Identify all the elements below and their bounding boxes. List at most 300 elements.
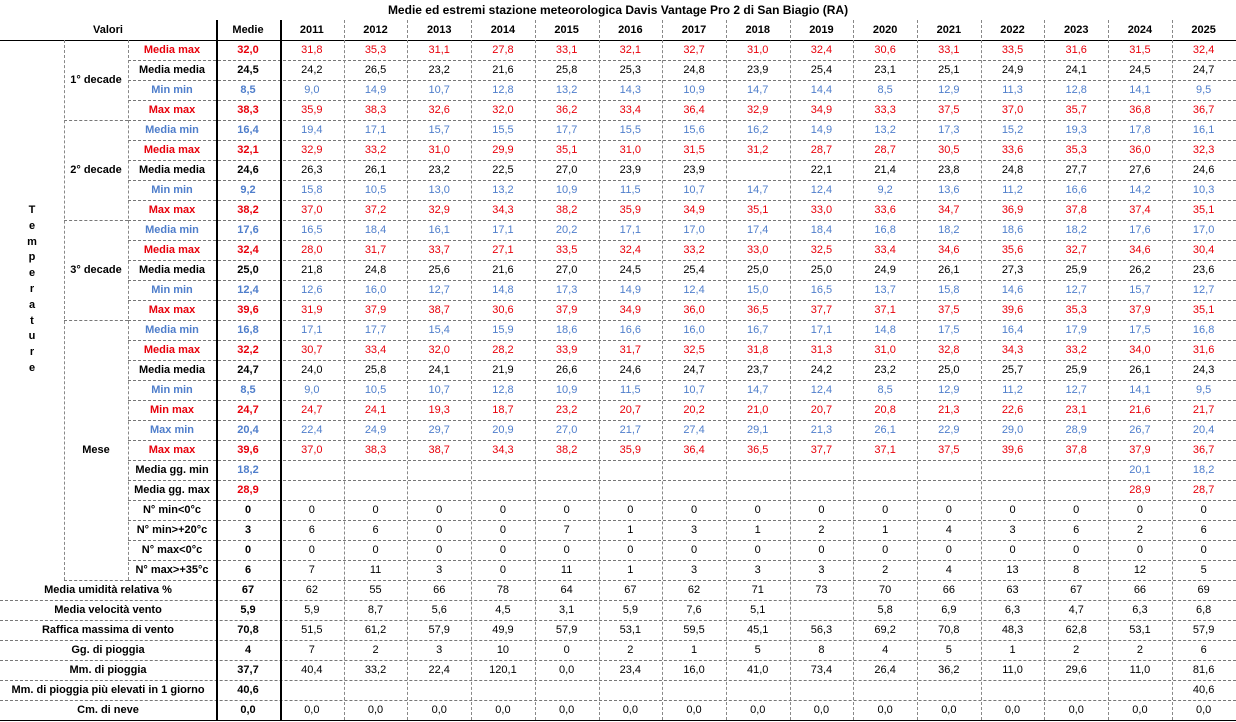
row-year-value: 62 bbox=[305, 584, 318, 596]
year-column-divider bbox=[726, 20, 727, 720]
row-year-value: 62 bbox=[687, 584, 701, 596]
row-year-value: 28,7 bbox=[1192, 484, 1215, 496]
row-year-value: 55 bbox=[369, 584, 382, 596]
row-year-value: 17,6 bbox=[1129, 224, 1151, 236]
row-year-value bbox=[917, 460, 981, 480]
row-label: Media umidità relativa % bbox=[44, 584, 172, 596]
row-year-value: 15,5 bbox=[492, 124, 514, 136]
row-year-value: 49,9 bbox=[492, 624, 514, 636]
row-year-value: 24,7 bbox=[301, 404, 323, 416]
row-year-value: 0 bbox=[1073, 504, 1080, 516]
row-year-value: 33,5 bbox=[1001, 44, 1024, 56]
side-label-letter: t bbox=[30, 314, 34, 327]
row-year-value: 24,6 bbox=[1192, 164, 1215, 176]
row-year-value: 17,1 bbox=[364, 124, 387, 136]
row-year-value: 33,6 bbox=[874, 204, 896, 216]
row-year-value: 6 bbox=[1200, 524, 1207, 536]
row-year-value: 120,1 bbox=[489, 664, 517, 676]
row-medie-value: 20,4 bbox=[237, 424, 259, 436]
row-year-value bbox=[853, 460, 917, 480]
row-year-value: 0 bbox=[372, 544, 379, 556]
row-year-value: 37,1 bbox=[874, 444, 896, 456]
row-medie-value: 25,0 bbox=[237, 264, 259, 276]
row-year-value bbox=[471, 480, 535, 500]
row-year-value: 16,0 bbox=[683, 324, 705, 336]
row-year-value: 31,7 bbox=[619, 344, 642, 356]
row-year-value: 34,9 bbox=[683, 204, 705, 216]
row-label: Media max bbox=[143, 44, 201, 56]
row-year-value: 35,1 bbox=[747, 204, 769, 216]
header-year: 2023 bbox=[1063, 24, 1089, 36]
row-year-value: 0,0 bbox=[750, 704, 766, 716]
row-year-value bbox=[344, 480, 408, 500]
year-column-divider bbox=[1044, 20, 1045, 720]
row-year-value: 4,7 bbox=[1068, 604, 1084, 616]
row-medie-value: 37,7 bbox=[237, 664, 259, 676]
row-year-value: 34,0 bbox=[1129, 344, 1151, 356]
header-year: 2024 bbox=[1127, 24, 1153, 36]
row-year-value: 35,1 bbox=[555, 144, 578, 156]
row-year-value: 24,9 bbox=[874, 264, 896, 276]
row-year-value: 27,1 bbox=[492, 244, 514, 256]
row-year-value: 17,4 bbox=[747, 224, 769, 236]
row-year-value: 32,7 bbox=[683, 44, 705, 56]
row-year-value: 33,4 bbox=[619, 104, 642, 116]
row-year-value: 14,7 bbox=[747, 384, 769, 396]
row-year-value: 21,0 bbox=[747, 404, 769, 416]
row-year-value: 28,0 bbox=[301, 244, 323, 256]
row-year-value bbox=[917, 680, 981, 700]
year-column-divider bbox=[981, 20, 982, 720]
year-column-divider bbox=[662, 20, 663, 720]
row-year-value: 34,3 bbox=[492, 204, 514, 216]
row-year-value: 41,0 bbox=[747, 664, 769, 676]
row-year-value: 22,4 bbox=[301, 424, 323, 436]
row-year-value: 10,7 bbox=[683, 384, 705, 396]
row-year-value bbox=[599, 480, 663, 500]
row-year-value: 67 bbox=[624, 584, 637, 596]
header-year: 2017 bbox=[681, 24, 707, 36]
row-year-value: 23,6 bbox=[1192, 264, 1215, 276]
row-year-value: 31,0 bbox=[619, 144, 642, 156]
row-year-value: 25,0 bbox=[938, 364, 960, 376]
row-year-value: 0 bbox=[436, 544, 443, 556]
row-medie-value: 32,2 bbox=[237, 344, 259, 356]
row-year-value bbox=[790, 600, 854, 620]
row-year-value: 21,3 bbox=[938, 404, 960, 416]
row-year-value: 1 bbox=[690, 644, 698, 656]
row-year-value: 24,5 bbox=[1129, 64, 1151, 76]
row-year-value: 0,0 bbox=[431, 704, 447, 716]
row-year-value: 12,9 bbox=[938, 384, 960, 396]
row-year-value bbox=[726, 480, 790, 500]
row-year-value bbox=[790, 460, 854, 480]
row-medie-value: 32,4 bbox=[237, 244, 259, 256]
row-year-value: 14,9 bbox=[364, 84, 387, 96]
row-year-value: 12,8 bbox=[1065, 84, 1087, 96]
row-medie-value: 8,5 bbox=[240, 84, 256, 96]
row-year-value: 8,5 bbox=[877, 384, 893, 396]
row-year-value bbox=[1044, 680, 1108, 700]
row-year-value: 17,1 bbox=[810, 324, 833, 336]
row-label: Max max bbox=[148, 204, 196, 216]
row-year-value: 15,8 bbox=[301, 184, 323, 196]
row-year-value: 35,3 bbox=[364, 44, 387, 56]
row-year-value: 22,6 bbox=[1001, 404, 1024, 416]
row-year-value: 14,4 bbox=[810, 84, 833, 96]
row-year-value: 28,9 bbox=[1065, 424, 1087, 436]
row-year-value: 6,3 bbox=[1132, 604, 1148, 616]
row-year-value: 23,2 bbox=[555, 404, 578, 416]
row-year-value: 36,5 bbox=[747, 304, 769, 316]
row-year-value: 6,3 bbox=[1004, 604, 1021, 616]
row-year-value bbox=[790, 480, 854, 500]
row-year-value: 23,9 bbox=[619, 164, 642, 176]
row-year-value: 31,8 bbox=[747, 344, 769, 356]
row-medie-value: 5,9 bbox=[240, 604, 256, 616]
row-year-value: 0 bbox=[818, 544, 825, 556]
row-year-value: 0 bbox=[818, 504, 825, 516]
medie-column-border bbox=[216, 20, 218, 720]
row-year-value: 24,1 bbox=[1065, 64, 1087, 76]
row-year-value: 0 bbox=[1073, 544, 1080, 556]
row-year-value: 26,5 bbox=[364, 64, 387, 76]
row-year-value: 35,3 bbox=[1065, 144, 1087, 156]
row-year-value: 5,8 bbox=[877, 604, 893, 616]
row-year-value: 33,9 bbox=[555, 344, 578, 356]
row-year-value: 0 bbox=[1136, 544, 1143, 556]
row-year-value: 16,4 bbox=[1001, 324, 1024, 336]
row-year-value: 31,6 bbox=[1192, 344, 1215, 356]
row-year-value: 73,4 bbox=[810, 664, 833, 676]
header-year: 2013 bbox=[426, 24, 452, 36]
row-year-value: 8 bbox=[818, 644, 825, 656]
row-year-value: 0 bbox=[945, 504, 952, 516]
row-year-value bbox=[280, 460, 344, 480]
row-year-value: 0 bbox=[499, 544, 506, 556]
row-year-value: 6,9 bbox=[941, 604, 957, 616]
row-label: Raffica massima di vento bbox=[41, 624, 175, 636]
row-medie-value: 6 bbox=[244, 564, 252, 576]
row-year-value: 25,7 bbox=[1001, 364, 1024, 376]
row-year-value: 17,9 bbox=[1065, 324, 1087, 336]
row-year-value: 3 bbox=[436, 564, 443, 576]
row-year-value: 29,6 bbox=[1065, 664, 1087, 676]
data-table bbox=[0, 20, 1236, 720]
row-year-value: 40,4 bbox=[301, 664, 323, 676]
row-year-value: 37,9 bbox=[555, 304, 578, 316]
row-label: Max max bbox=[148, 104, 196, 116]
row-year-value: 6,8 bbox=[1195, 604, 1212, 616]
row-year-value: 19,3 bbox=[428, 404, 450, 416]
row-medie-value: 0,0 bbox=[240, 704, 256, 716]
row-year-value: 12 bbox=[1133, 564, 1147, 576]
row-year-value: 37,0 bbox=[301, 444, 323, 456]
row-year-value: 33,4 bbox=[874, 244, 896, 256]
column-divider bbox=[128, 40, 129, 580]
row-year-value: 39,6 bbox=[1001, 444, 1024, 456]
row-medie-value: 38,3 bbox=[237, 104, 259, 116]
row-label: Min min bbox=[151, 184, 193, 196]
row-year-value: 57,9 bbox=[428, 624, 450, 636]
row-year-value bbox=[407, 680, 471, 700]
row-medie-value: 8,5 bbox=[240, 384, 256, 396]
row-year-value: 16,6 bbox=[1065, 184, 1087, 196]
row-year-value: 33,7 bbox=[428, 244, 450, 256]
row-year-value bbox=[535, 680, 599, 700]
row-medie-value: 32,1 bbox=[237, 144, 259, 156]
row-year-value: 31,0 bbox=[747, 44, 769, 56]
row-year-value: 18,4 bbox=[810, 224, 833, 236]
row-year-value: 14,1 bbox=[1129, 84, 1151, 96]
row-label: Min max bbox=[149, 404, 194, 416]
row-label: Media max bbox=[143, 244, 201, 256]
row-year-value: 20,4 bbox=[1192, 424, 1215, 436]
year-column-divider bbox=[1172, 20, 1173, 720]
row-year-value: 24,0 bbox=[301, 364, 323, 376]
row-year-value: 0 bbox=[1136, 504, 1143, 516]
row-year-value bbox=[344, 460, 408, 480]
row-year-value bbox=[1044, 460, 1108, 480]
row-year-value: 31,5 bbox=[1129, 44, 1151, 56]
row-year-value: 36,4 bbox=[683, 104, 705, 116]
row-medie-value: 28,9 bbox=[237, 484, 259, 496]
row-year-value: 16,1 bbox=[1192, 124, 1215, 136]
row-label: Max max bbox=[148, 304, 196, 316]
row-year-value: 0 bbox=[499, 504, 506, 516]
row-year-value: 33,1 bbox=[555, 44, 578, 56]
row-year-value: 29,9 bbox=[492, 144, 514, 156]
row-year-value: 16,0 bbox=[683, 664, 705, 676]
row-year-value: 12,9 bbox=[938, 84, 960, 96]
row-label: Media gg. max bbox=[134, 484, 210, 496]
row-year-value: 21,4 bbox=[874, 164, 896, 176]
header-year: 2019 bbox=[809, 24, 834, 36]
row-year-value: 7 bbox=[563, 524, 570, 536]
row-year-value: 35,7 bbox=[1065, 104, 1087, 116]
row-year-value: 36,2 bbox=[938, 664, 960, 676]
row-medie-value: 38,2 bbox=[237, 204, 259, 216]
row-year-value: 0,0 bbox=[1068, 704, 1084, 716]
row-year-value: 18,2 bbox=[1065, 224, 1087, 236]
row-year-value: 17,1 bbox=[492, 224, 514, 236]
row-year-value: 48,3 bbox=[1001, 624, 1024, 636]
row-year-value: 21,8 bbox=[301, 264, 323, 276]
row-year-value bbox=[407, 460, 471, 480]
row-year-value: 29,7 bbox=[428, 424, 450, 436]
row-year-value: 23,7 bbox=[747, 364, 769, 376]
row-label: Media min bbox=[145, 224, 199, 236]
row-year-value: 53,1 bbox=[1129, 624, 1151, 636]
row-year-value: 20,2 bbox=[683, 404, 705, 416]
row-year-value: 37,9 bbox=[1129, 444, 1151, 456]
row-year-value: 37,9 bbox=[364, 304, 387, 316]
row-medie-value: 39,6 bbox=[237, 304, 259, 316]
row-year-value bbox=[981, 680, 1045, 700]
row-year-value: 34,6 bbox=[938, 244, 960, 256]
row-year-value: 32,4 bbox=[810, 44, 833, 56]
row-year-value: 17,3 bbox=[938, 124, 960, 136]
row-year-value: 24,7 bbox=[683, 364, 705, 376]
row-medie-value: 70,8 bbox=[237, 624, 259, 636]
row-year-value: 32,0 bbox=[428, 344, 450, 356]
row-year-value: 17,0 bbox=[683, 224, 705, 236]
row-year-value: 26,7 bbox=[1129, 424, 1151, 436]
row-year-value: 16,8 bbox=[874, 224, 896, 236]
row-year-value bbox=[471, 460, 535, 480]
row-year-value: 20,2 bbox=[555, 224, 578, 236]
row-year-value: 18,7 bbox=[492, 404, 514, 416]
row-year-value: 3 bbox=[690, 564, 698, 576]
row-label: Min min bbox=[151, 84, 193, 96]
row-year-value: 10,7 bbox=[428, 384, 450, 396]
year-column-divider bbox=[344, 20, 345, 720]
row-label: Max max bbox=[148, 444, 196, 456]
row-year-value: 15,9 bbox=[492, 324, 514, 336]
row-year-value bbox=[599, 460, 663, 480]
medie-column-border bbox=[280, 20, 282, 720]
row-year-value: 11 bbox=[560, 564, 573, 576]
row-year-value: 33,4 bbox=[364, 344, 387, 356]
row-year-value: 37,9 bbox=[1129, 304, 1151, 316]
row-label: N° max>+35°c bbox=[135, 564, 209, 576]
year-column-divider bbox=[917, 20, 918, 720]
column-divider bbox=[64, 40, 65, 580]
row-year-value: 66 bbox=[942, 584, 955, 596]
row-year-value: 31,0 bbox=[874, 344, 896, 356]
row-label: N° max<0°c bbox=[141, 544, 203, 556]
row-year-value: 27,7 bbox=[1065, 164, 1087, 176]
row-year-value: 16,7 bbox=[747, 324, 769, 336]
row-year-value: 35,9 bbox=[301, 104, 323, 116]
row-year-value: 17,5 bbox=[1129, 324, 1151, 336]
row-year-value: 0 bbox=[563, 544, 570, 556]
row-year-value: 33,2 bbox=[364, 144, 387, 156]
row-medie-value: 9,2 bbox=[240, 184, 256, 196]
row-year-value: 25,0 bbox=[747, 264, 769, 276]
row-year-value bbox=[1108, 680, 1172, 700]
row-label: Media media bbox=[138, 64, 206, 76]
header-year: 2016 bbox=[618, 24, 643, 36]
row-year-value: 7 bbox=[308, 564, 315, 576]
row-year-value: 21,6 bbox=[1129, 404, 1151, 416]
row-label: N° min<0°c bbox=[142, 504, 201, 516]
row-year-value: 11,0 bbox=[1002, 664, 1023, 676]
row-year-value bbox=[662, 460, 726, 480]
row-year-value: 69,2 bbox=[874, 624, 896, 636]
row-year-value: 27,3 bbox=[1001, 264, 1024, 276]
row-year-value: 23,1 bbox=[1065, 404, 1087, 416]
row-year-value: 0 bbox=[499, 564, 506, 576]
row-year-value: 12,7 bbox=[1065, 284, 1087, 296]
row-year-value: 73 bbox=[815, 584, 828, 596]
year-column-divider bbox=[790, 20, 791, 720]
row-year-value: 71 bbox=[751, 584, 764, 596]
row-year-value: 0 bbox=[563, 504, 570, 516]
row-year-value: 24,8 bbox=[1001, 164, 1024, 176]
row-year-value: 22,1 bbox=[810, 164, 833, 176]
row-year-value: 9,0 bbox=[304, 384, 320, 396]
row-year-value: 14,8 bbox=[874, 324, 896, 336]
row-year-value: 57,9 bbox=[555, 624, 578, 636]
row-year-value bbox=[726, 460, 790, 480]
row-year-value: 0 bbox=[882, 544, 889, 556]
row-year-value: 31,9 bbox=[301, 304, 323, 316]
row-year-value: 10 bbox=[496, 644, 510, 656]
row-year-value: 6 bbox=[1073, 524, 1080, 536]
row-year-value: 0 bbox=[499, 524, 506, 536]
row-label: Max min bbox=[149, 424, 194, 436]
row-year-value: 2 bbox=[818, 524, 825, 536]
side-label-letter: m bbox=[27, 235, 37, 248]
row-year-value: 28,7 bbox=[874, 144, 896, 156]
row-year-value: 38,2 bbox=[555, 444, 578, 456]
row-year-value: 40,6 bbox=[1192, 684, 1215, 696]
row-year-value bbox=[535, 460, 599, 480]
row-year-value: 38,2 bbox=[555, 204, 578, 216]
year-column-divider bbox=[407, 20, 408, 720]
row-year-value: 13,0 bbox=[428, 184, 450, 196]
row-year-value: 26,3 bbox=[301, 164, 323, 176]
row-year-value: 1 bbox=[882, 524, 889, 536]
row-year-value: 20,7 bbox=[810, 404, 833, 416]
row-medie-value: 16,8 bbox=[237, 324, 259, 336]
row-year-value: 12,7 bbox=[428, 284, 450, 296]
row-year-value: 14,3 bbox=[619, 84, 642, 96]
row-year-value: 24,2 bbox=[810, 364, 833, 376]
row-year-value: 38,3 bbox=[364, 104, 387, 116]
row-year-value: 29,0 bbox=[1001, 424, 1024, 436]
header-year: 2021 bbox=[936, 24, 962, 36]
row-year-value bbox=[790, 680, 854, 700]
row-year-value: 36,9 bbox=[1001, 204, 1024, 216]
row-year-value: 6 bbox=[308, 524, 315, 536]
row-year-value: 23,9 bbox=[747, 64, 769, 76]
row-medie-value: 40,6 bbox=[237, 684, 259, 696]
row-year-value: 37,8 bbox=[1065, 204, 1087, 216]
row-year-value: 10,7 bbox=[683, 184, 705, 196]
row-year-value: 12,8 bbox=[492, 384, 514, 396]
header-year: 2011 bbox=[299, 24, 324, 36]
row-year-value: 0 bbox=[436, 524, 443, 536]
row-year-value: 0 bbox=[308, 504, 315, 516]
row-year-value: 23,2 bbox=[874, 364, 896, 376]
row-year-value: 3,1 bbox=[558, 604, 575, 616]
row-year-value: 9,5 bbox=[1195, 384, 1212, 396]
row-year-value: 31,5 bbox=[683, 144, 705, 156]
row-year-value: 24,1 bbox=[364, 404, 387, 416]
row-year-value: 13,7 bbox=[874, 284, 896, 296]
row-medie-value: 16,4 bbox=[237, 124, 259, 136]
row-year-value: 37,1 bbox=[874, 304, 896, 316]
table-bottom-border bbox=[0, 720, 1236, 721]
row-year-value: 66 bbox=[433, 584, 446, 596]
row-year-value: 31,8 bbox=[301, 44, 323, 56]
row-medie-value: 0 bbox=[244, 504, 252, 516]
row-year-value: 34,7 bbox=[938, 204, 960, 216]
row-year-value: 28,7 bbox=[810, 144, 833, 156]
row-year-value: 25,8 bbox=[555, 64, 578, 76]
row-year-value: 2 bbox=[372, 644, 379, 656]
row-year-value: 25,3 bbox=[619, 64, 642, 76]
row-year-value: 34,6 bbox=[1129, 244, 1151, 256]
row-label: Media gg. min bbox=[135, 464, 209, 476]
row-year-value: 32,4 bbox=[1192, 44, 1215, 56]
row-year-value bbox=[917, 480, 981, 500]
row-medie-value: 24,7 bbox=[237, 364, 259, 376]
row-year-value: 1 bbox=[627, 564, 634, 576]
row-year-value: 0 bbox=[372, 504, 379, 516]
